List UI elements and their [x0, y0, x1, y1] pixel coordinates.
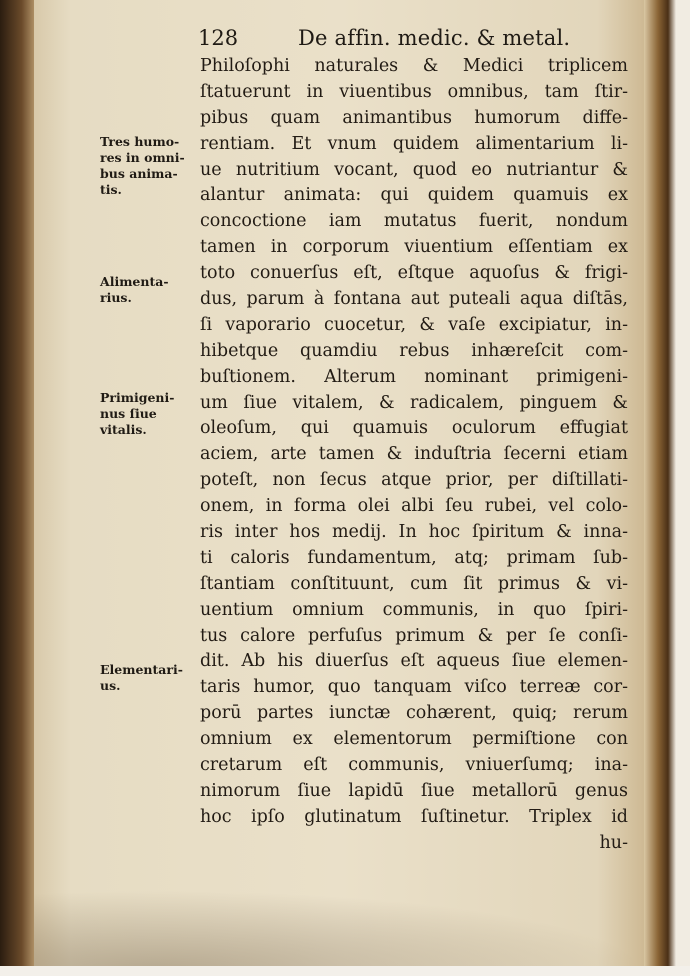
text-line: poteſt, non ſecus atque prior, per diſtillati-: [200, 470, 628, 491]
text-line: alantur animata: qui quidem quamuis ex: [200, 185, 628, 206]
body-text: [200, 54, 628, 857]
scan-border: [0, 966, 690, 976]
text-line: pibus quam animantibus humorum diffe-: [200, 107, 628, 128]
catchword: hu-: [599, 832, 628, 853]
text-line: ſi vaporario cuocetur, & vaſe excipiatur, in-: [200, 314, 628, 335]
text-line: toto conuerſus eſt, eſtque aquoſus & frigi-: [200, 263, 628, 284]
text-line: ſtatuerunt in viuentibus omnibus, tam ſtir-: [200, 81, 628, 102]
text-line: dit. Ab his diuerſus eſt aqueus ſiue elemen-: [200, 651, 628, 672]
book-binding-edge: [0, 0, 36, 976]
marginal-note-alimentarius: Alimenta- rius.: [100, 274, 169, 305]
text-line: um ſiue vitalem, & radicalem, pinguem &: [200, 392, 628, 413]
book-fore-edge: [644, 0, 690, 976]
text-line: uentium omnium communis, in quo ſpiri-: [200, 599, 628, 620]
text-line: cretarum eſt communis, vniuerſumq; ina-: [200, 755, 628, 776]
text-line: hoc ipſo glutinatum ſuſtinetur. Triplex id: [200, 806, 628, 827]
page-number: 128: [198, 26, 239, 50]
text-line: ſtantiam conſtituunt, cum ſit primus & vi-: [200, 573, 628, 594]
text-line: taris humor, quo tanquam viſco terreæ cor-: [200, 677, 628, 698]
text-line: rentiam. Et vnum quidem alimentarium li-: [200, 133, 628, 154]
marginal-note-primigenius: Primigeni- nus ſiue vitalis.: [100, 390, 175, 437]
running-head: De affin. medic. & metal.: [298, 26, 571, 50]
text-line: omnium ex elementorum permiſtione con: [200, 729, 628, 750]
page-shadow: [34, 890, 646, 970]
text-line: concoctione iam mutatus fuerit, nondum: [200, 211, 628, 232]
text-line: Philoſophi naturales & Medici triplicem: [200, 56, 628, 76]
marginal-note-tres-humores: Tres humo- res in omni- bus anima- tis.: [100, 134, 185, 197]
text-line: buſtionem. Alterum nominant primigeni-: [200, 366, 628, 387]
text-line: porū partes iunctæ cohærent, quiq; rerum: [200, 703, 628, 724]
text-line: hibetque quamdiu rebus inhæreſcit com-: [200, 340, 628, 361]
page-header: [198, 26, 618, 52]
text-line: tus calore perfuſus primum & per ſe conſi-: [200, 625, 628, 646]
text-line: ti caloris fundamentum, atq; primam ſub-: [200, 547, 628, 568]
marginal-note-elementarius: Elementari- us.: [100, 662, 183, 693]
text-line: onem, in forma olei albi ſeu rubei, vel colo-: [200, 496, 628, 517]
text-line: aciem, arte tamen & induſtria ſecerni etiam: [200, 444, 628, 465]
text-line: ue nutritium vocant, quod eo nutriantur &: [200, 159, 628, 180]
text-line: nimorum ſiue lapidū ſiue metallorū genus: [200, 780, 628, 801]
text-line: oleoſum, qui quamuis oculorum effugiat: [200, 418, 628, 439]
text-line: tamen in corporum viuentium eſſentiam ex: [200, 237, 628, 258]
text-line: ris inter hos medij. In hoc ſpiritum & inna-: [200, 522, 628, 543]
text-line: dus, parum à fontana aut puteali aqua diſtās,: [200, 289, 628, 310]
